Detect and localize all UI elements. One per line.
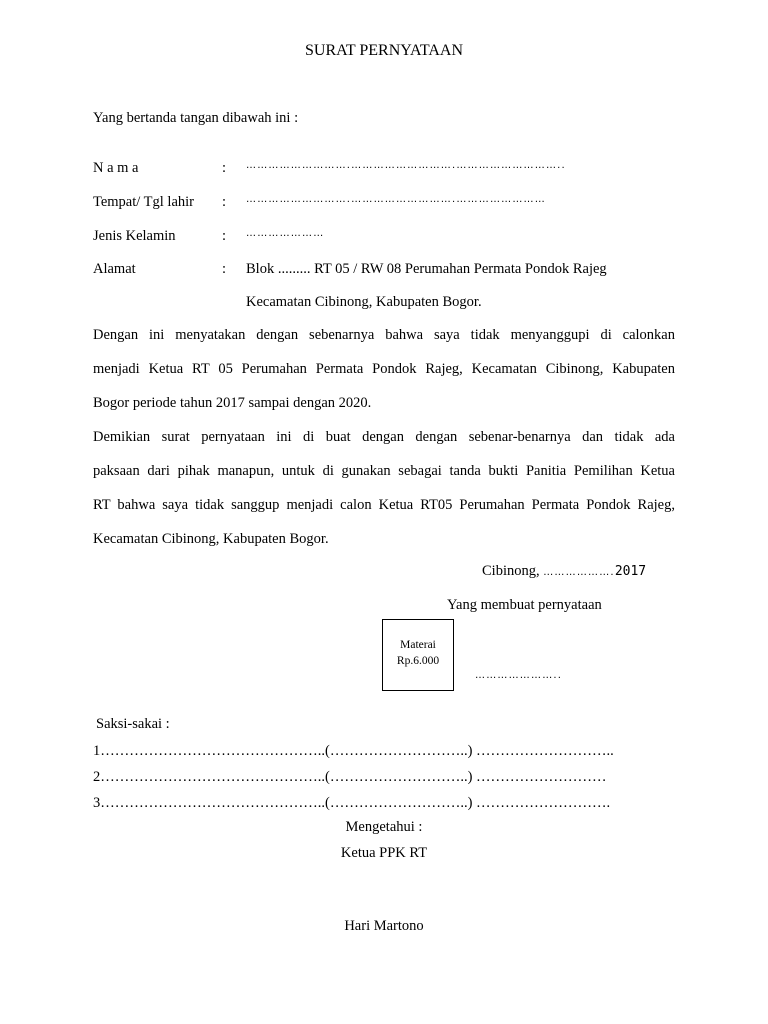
- field-name-value: ……………………….……………………….………………………..: [246, 160, 566, 171]
- place-date: [482, 563, 646, 580]
- witness-line-2: 2………………………………………..(………………………..) ………………………: [93, 769, 607, 785]
- field-name: [93, 160, 693, 180]
- field-name-colon: :: [222, 160, 227, 176]
- paragraph-line: Dengan ini menyatakan dengan sebenarnya bahwa saya tidak menyanggupi di calonkan: [93, 327, 675, 343]
- paragraph-line: menjadi Ketua RT 05 Perumahan Permata Pondok Rajeg, Kecamatan Cibinong, Kabupaten: [93, 361, 675, 377]
- field-address-colon: :: [222, 261, 227, 277]
- paragraph-line: Bogor periode tahun 2017 sampai dengan 2020.: [93, 395, 372, 411]
- field-address-value: Blok ......... RT 05 / RW 08 Perumahan Permata Pondok Rajeg: [246, 261, 607, 277]
- document-title: SURAT PERNYATAAN: [304, 42, 463, 59]
- witness-heading: Saksi-sakai :: [96, 716, 170, 732]
- place-date-dots: ……………….: [543, 567, 615, 578]
- witness-line-1: 1………………………………………..(………………………..) ………………………..: [93, 743, 614, 759]
- paragraph-line: paksaan dari pihak manapun, untuk di gunakan sebagai tanda bukti Panitia Pemilihan Ketua: [93, 463, 675, 479]
- field-birth: [93, 194, 693, 214]
- field-name-label: N a m a: [93, 160, 139, 176]
- witness-line-3: 3………………………………………..(………………………..) ……………………….: [93, 795, 611, 811]
- acknowledged-name: Hari Martono: [344, 918, 424, 934]
- signer-label: Yang membuat pernyataan: [447, 597, 602, 613]
- field-gender: [93, 228, 693, 248]
- field-gender-label: Jenis Kelamin: [93, 228, 176, 244]
- field-address: [93, 261, 693, 281]
- field-birth-label: Tempat/ Tgl lahir: [93, 194, 194, 210]
- intro-text: Yang bertanda tangan dibawah ini :: [93, 110, 299, 126]
- paragraph-line: Demikian surat pernyataan ini di buat dengan dengan sebenar-benarnya dan tidak ada: [93, 429, 675, 445]
- materai-amount: Rp.6.000: [396, 655, 440, 667]
- field-gender-colon: :: [222, 228, 227, 244]
- closing-paragraph: [93, 420, 675, 556]
- signer-signature-line: …………………..: [475, 670, 563, 681]
- materai-stamp-box: [382, 619, 454, 691]
- statement-paragraph: [93, 318, 675, 420]
- address-line-2: Kecamatan Cibinong, Kabupaten Bogor.: [246, 294, 482, 310]
- field-birth-value: ……………………….……………………….……………………: [246, 194, 546, 205]
- paragraph-line: RT bahwa saya tidak sanggup menjadi calon Ketua RT05 Perumahan Permata Pondok Rajeg,: [93, 497, 675, 513]
- field-birth-colon: :: [222, 194, 227, 210]
- materai-label: Materai: [400, 639, 436, 651]
- place-date-prefix: Cibinong,: [482, 563, 540, 579]
- acknowledged-title: Ketua PPK RT: [340, 845, 428, 861]
- field-address-label: Alamat: [93, 261, 136, 277]
- paragraph-line: Kecamatan Cibinong, Kabupaten Bogor.: [93, 531, 329, 547]
- place-date-year: 2017: [614, 564, 647, 579]
- field-gender-value: …………………: [246, 228, 325, 239]
- acknowledged-label: Mengetahui :: [345, 819, 423, 835]
